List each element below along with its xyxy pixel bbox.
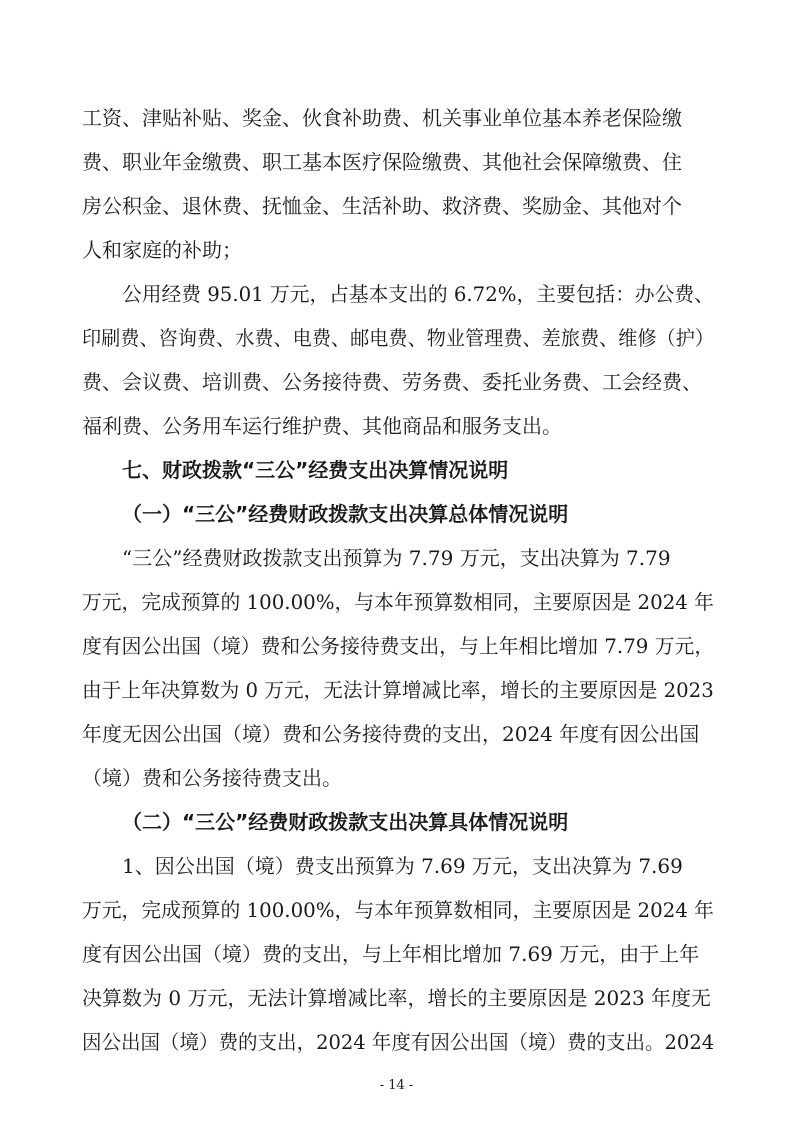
body-line-13: 度有因公出国（境）费和公务接待费支出，与上年相比增加 7.79 万元， [82, 634, 715, 658]
body-line-7: 费、会议费、培训费、公务接待费、劳务费、委托业务费、工会经费、 [82, 370, 702, 394]
page-number: - 14 - [379, 1078, 414, 1093]
body-line-12: 万元，完成预算的 100.00%，与本年预算数相同，主要原因是 2024 年 [82, 590, 714, 614]
body-line-14: 由于上年决算数为 0 万元，无法计算增减比率，增长的主要原因是 2023 [82, 678, 714, 702]
body-line-18: 1、因公出国（境）费支出预算为 7.69 万元，支出决算为 7.69 [122, 854, 683, 878]
body-line-16: （境）费和公务接待费支出。 [82, 766, 342, 790]
body-line-21: 决算数为 0 万元，无法计算增减比率，增长的主要原因是 2023 年度无 [82, 986, 712, 1010]
body-line-22: 因公出国（境）费的支出，2024 年度有因公出国（境）费的支出。2024 [82, 1030, 715, 1054]
body-line-20: 度有因公出国（境）费的支出，与上年相比增加 7.69 万元，由于上年 [82, 942, 700, 966]
body-line-3: 房公积金、退休费、抚恤金、生活补助、救济费、奖励金、其他对个 [82, 194, 682, 218]
body-line-8: 福利费、公务用车运行维护费、其他商品和服务支出。 [82, 414, 562, 438]
body-line-5: 公用经费 95.01 万元，占基本支出的 6.72%，主要包括：办公费、 [122, 282, 714, 306]
body-line-11: “三公”经费财政拨款支出预算为 7.79 万元，支出决算为 7.79 [122, 546, 671, 570]
body-line-6: 印刷费、咨询费、水费、电费、邮电费、物业管理费、差旅费、维修（护） [82, 326, 714, 350]
body-line-19: 万元，完成预算的 100.00%，与本年预算数相同，主要原因是 2024 年 [82, 898, 714, 922]
subsection-heading-2: （二）“三公”经费财政拨款支出决算具体情况说明 [122, 810, 569, 834]
body-line-15: 年度无因公出国（境）费和公务接待费的支出，2024 年度有因公出国 [82, 722, 700, 746]
subsection-heading-1: （一）“三公”经费财政拨款支出决算总体情况说明 [122, 502, 569, 526]
body-line-1: 工资、津贴补贴、奖金、伙食补助费、机关事业单位基本养老保险缴 [82, 106, 682, 130]
section-heading-7: 七、财政拨款“三公”经费支出决算情况说明 [122, 458, 509, 482]
body-line-2: 费、职业年金缴费、职工基本医疗保险缴费、其他社会保障缴费、住 [82, 150, 682, 174]
body-line-4: 人和家庭的补助； [82, 238, 242, 262]
